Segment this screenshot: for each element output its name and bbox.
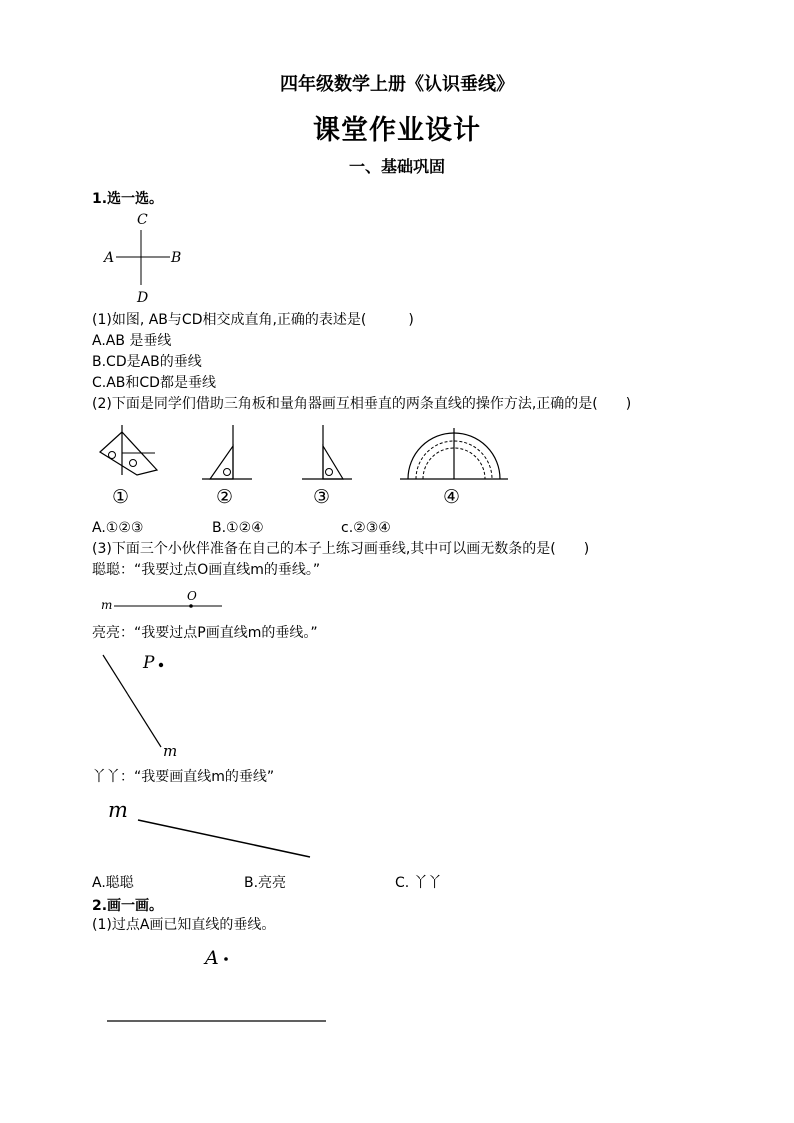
point-label-p: P [143, 653, 155, 673]
yaya-statement: 丫丫：“我要画直线m的垂线” [92, 769, 275, 785]
line-m-yaya [130, 810, 320, 865]
congcong-statement: 聪聪：“我要过点O画直线m的垂线。” [92, 562, 321, 578]
q1-part1-option-a: A.AB 是垂线 [92, 333, 172, 349]
q1-part3-option-a: A.聪聪 [92, 875, 134, 891]
q1-part2-option-a: A.①②③ [92, 520, 144, 536]
setsquare-figure-1 [95, 420, 165, 485]
q1-part3-option-b: B.亮亮 [244, 875, 287, 891]
figure-number-1: ① [112, 486, 130, 508]
point-a-dot [222, 955, 230, 963]
figure-number-2: ② [216, 486, 234, 508]
slanted-line-m-with-point-p [95, 650, 215, 760]
figure-number-4: ④ [443, 486, 461, 508]
q1-part1-option-c: C.AB和CD都是垂线 [92, 375, 216, 391]
point-label-a-2: A [205, 947, 219, 969]
q1-part3-stem: (3)下面三个小伙伴准备在自己的本子上练习画垂线,其中可以画无数条的是( ) [92, 541, 590, 557]
q1-part1-stem: (1)如图, AB与CD相交成直角,正确的表述是( ) [92, 312, 414, 328]
setsquare-figure-2 [200, 420, 260, 485]
line-m-with-point-o [100, 595, 230, 615]
q1-part2-option-b: B.①②④ [212, 520, 264, 536]
figure-number-3: ③ [313, 486, 331, 508]
q1-part1-option-b: B.CD是AB的垂线 [92, 354, 202, 370]
q1-part2-stem: (2)下面是同学们借助三角板和量角器画互相垂直的两条直线的操作方法,正确的是( ) [92, 396, 632, 412]
point-label-c: C [137, 212, 148, 228]
worksheet-subtitle: 课堂作业设计 [313, 115, 481, 146]
section-heading: 一、基础巩固 [348, 157, 445, 176]
setsquare-figure-3 [300, 420, 360, 485]
question-1-heading: 1.选一选。 [92, 191, 164, 207]
given-line [105, 1015, 330, 1025]
worksheet-title: 四年级数学上册《认识垂线》 [280, 74, 514, 95]
question-2-heading: 2.画一画。 [92, 898, 164, 914]
line-label-m-1: m [101, 598, 113, 612]
q1-part2-option-c: c.②③④ [341, 520, 391, 536]
protractor-figure [398, 420, 510, 485]
point-label-b: B [171, 250, 182, 266]
liangliang-statement: 亮亮：“我要过点P画直线m的垂线。” [92, 625, 318, 641]
point-label-a: A [104, 250, 115, 266]
line-label-m-2: m [163, 742, 178, 760]
q1-part3-option-c: C. 丫丫 [395, 875, 442, 891]
q2-part1-stem: (1)过点A画已知直线的垂线。 [92, 917, 276, 933]
point-label-d: D [137, 290, 149, 306]
point-label-o: O [187, 589, 197, 603]
line-label-m-3: m [108, 798, 128, 822]
